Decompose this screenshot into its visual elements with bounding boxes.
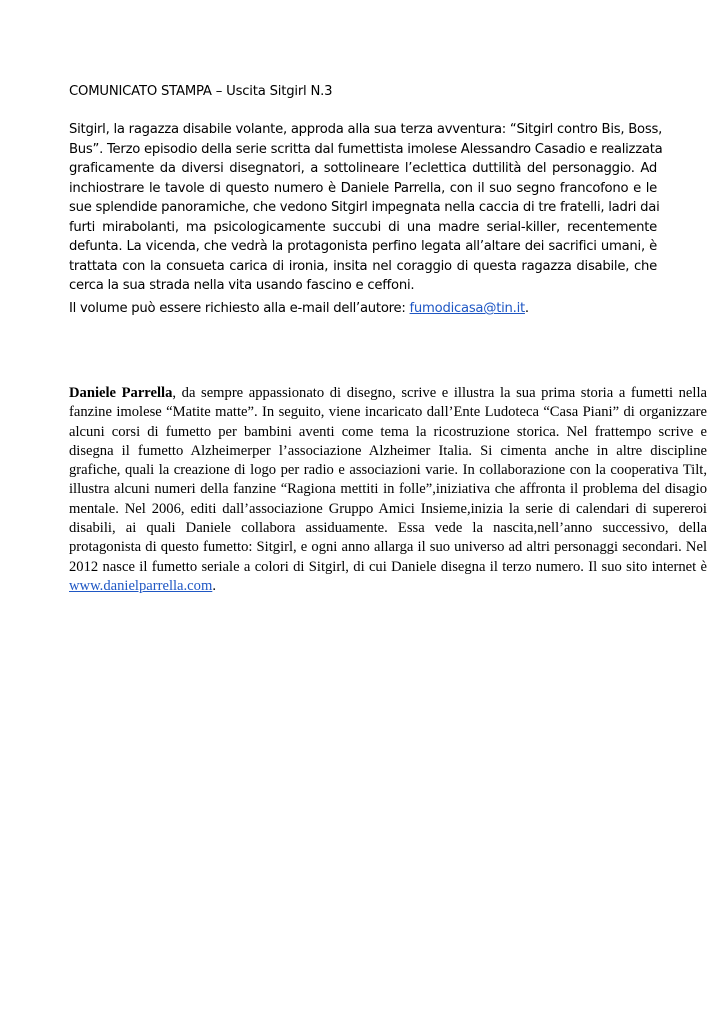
contact-period: . bbox=[524, 301, 529, 316]
bio-line: disabili, ai quali Daniele collabora assiduamente. Essa vede la nascita,nell’anno successivo, della bbox=[69, 520, 707, 537]
website-link[interactable]: www.danielparrella.com bbox=[69, 577, 213, 594]
author-email-link[interactable]: fumodicasa@tin.it bbox=[409, 301, 525, 316]
bio-line: mentale. Nel 2006, editi dall’associazione Gruppo Amici Insieme,inizia la serie di calendari di supereroi bbox=[69, 500, 707, 517]
paragraph-line: sue splendide panoramiche, che vedono Sitgirl impegnata nella caccia di tre fratelli, ladri dai bbox=[69, 200, 660, 215]
bio-line: grafiche, quali la creazione di logo per radio e associazioni varie. In collaborazione con la cooperativa Tilt, bbox=[69, 462, 707, 479]
bio-line: 2012 nasce il fumetto seriale a colori di Sitgirl, di cui Daniele disegna il terzo numero. Il suo sito internet è bbox=[69, 558, 707, 575]
contact-line bbox=[69, 301, 529, 316]
paragraph-line: trattata con la consueta carica di ironia, insita nel coraggio di questa ragazza disabile, che bbox=[69, 258, 657, 274]
paragraph-line: inchiostrare le tavole di questo numero è Daniele Parrella, con il suo segno francofono e le bbox=[69, 180, 657, 196]
bio-website-line bbox=[69, 577, 707, 596]
bio-paragraph bbox=[69, 384, 707, 596]
contact-text: Il volume può essere richiesto alla e-mail dell’autore: bbox=[69, 301, 410, 316]
bio-author-name: Daniele Parrella bbox=[69, 385, 173, 401]
press-release-heading: COMUNICATO STAMPA – Uscita Sitgirl N.3 bbox=[69, 84, 333, 99]
bio-first-line-text: , da sempre appassionato di disegno, scrive e illustra la sua prima storia a fumetti nella bbox=[172, 385, 707, 401]
bio-line: fanzine imolese “Matite matte”. In seguito, viene incaricato dall’Ente Ludoteca “Casa Piani” di organizzare bbox=[69, 404, 707, 421]
paragraph-line: cerca la sua strada nella vita usando fascino e ceffoni. bbox=[69, 278, 415, 293]
paragraph-line: Sitgirl, la ragazza disabile volante, approda alla sua terza avventura: “Sitgirl contro Bis, Boss, bbox=[69, 122, 663, 137]
bio-first-line bbox=[69, 384, 707, 403]
paragraph-line: defunta. La vicenda, che vedrà la protagonista perfino legata all’altare dei sacrifici umani, è bbox=[69, 239, 657, 254]
bio-line: alcuni corsi di fumetto per bambini aventi come tema la ricostruzione storica. Nel frattempo scrive e bbox=[69, 423, 707, 440]
bio-line: protagonista di questo fumetto: Sitgirl, e ogni anno allarga il suo universo ad altri personaggi secondari. Nel bbox=[69, 539, 707, 556]
bio-line: illustra alcuni numeri della fanzine “Ragiona mettiti in folle”,iniziativa che affronta il problema del disagio bbox=[69, 481, 707, 498]
paragraph-line: furti mirabolanti, ma psicologicamente succubi di una madre serial-killer, recentemente bbox=[69, 219, 657, 235]
bio-line: disegna il fumetto Alzheimerper l’associazione Alzheimer Italia. Si cimenta anche in altre discipline bbox=[69, 442, 707, 459]
website-period: . bbox=[212, 577, 216, 594]
paragraph-line: graficamente da diversi disegnatori, a sottolineare l’eclettica duttilità del personaggio. Ad bbox=[69, 161, 657, 176]
press-release-paragraph bbox=[69, 120, 663, 296]
paragraph-line: Bus”. Terzo episodio della serie scritta dal fumettista imolese Alessandro Casadio e realizzata bbox=[69, 141, 663, 157]
